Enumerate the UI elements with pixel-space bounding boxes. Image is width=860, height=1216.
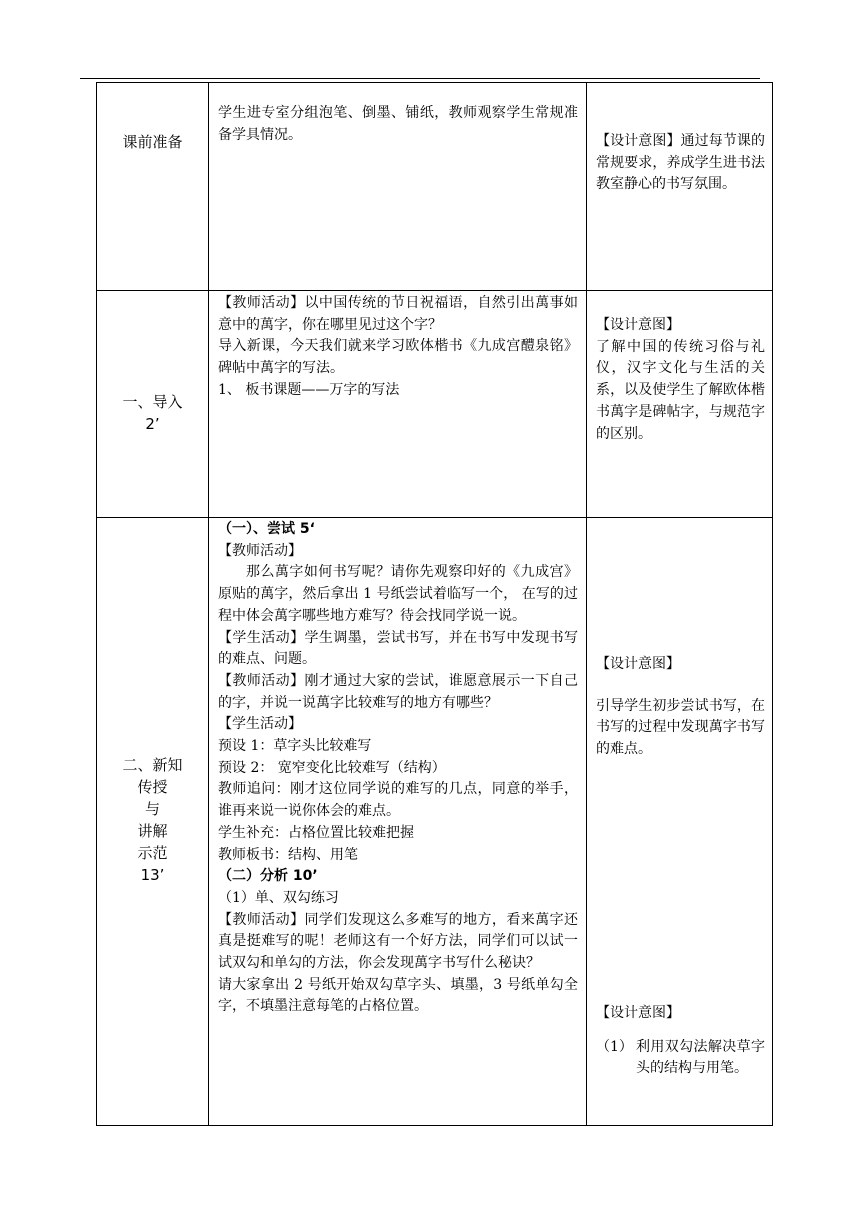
intent-heading: 【设计意图】 [596,317,680,333]
content-paragraph: 【教师活动】刚才通过大家的尝试，谁愿意展示一下自己的字，并说一说萬字比较难写的地方有哪些？ [218,672,578,711]
content-paragraph: 【教师活动】同学们发现这么多难写的地方，看来萬字还真是挺难写的呢！老师这有一个好方法，同学们可以试一试双勾和单勾的方法，你会发现萬字书写什么秘诀？ [218,911,578,972]
intent-cell [587,83,773,291]
section-heading: （二）分析 10’ [218,868,318,885]
stage-label: 示范 [137,844,168,862]
lesson-plan-table [96,82,773,1126]
table-row [97,518,773,1126]
content-paragraph: 那么萬字如何书写呢？请你先观察印好的《九成宫》原贴的萬字，然后拿出 1 号纸尝试着临写一个， 在写的过程中体会萬字哪些地方难写？待会找同学说一说。 [218,564,578,624]
stage-label: 传授 [137,778,168,796]
stage-label: 课前准备 [122,133,183,151]
table-row [97,291,773,518]
table-row [97,83,773,291]
stage-cell [97,518,209,1126]
spacer [596,761,765,1003]
content-paragraph: 预设 1：草字头比较难写 [218,738,372,755]
intent-list-item [596,1037,765,1080]
header-rule [80,78,760,79]
content-paragraph: 学生进专室分组泡笔、倒墨、铺纸，教师观察学生常规准备学具情况。 [218,105,578,143]
content-cell [209,291,587,518]
stage-duration: 13’ [140,866,165,884]
content-paragraph: 教师追问：刚才这位同学说的难写的几点，同意的举手，谁再来说一说你体会的难点。 [218,781,578,820]
content-paragraph: 【学生活动】学生调墨，尝试书写，并在书写中发现书写的难点、问题。 [218,629,578,668]
content-paragraph: 1、 板书课题——万字的写法 [218,381,400,398]
content-paragraph: 【教师活动】以中国传统的节日祝福语，自然引出萬事如意中的萬字，你在哪里见过这个字？ [218,295,578,333]
content-paragraph: 学生补充：占格位置比较难把握 [218,824,414,841]
intent-cell [587,518,773,1126]
list-number: （1） [596,1038,633,1055]
intent-cell [587,291,773,518]
section-heading: （一）、尝试 5‘ [218,521,315,537]
intent-heading: 【设计意图】 [596,656,680,672]
content-cell [209,518,587,1126]
content-cell [209,83,587,291]
spacer [596,1025,765,1037]
stage-label: 讲解 [137,822,168,840]
intent-paragraph: 了解中国的传统习俗与礼仪，汉字文化与生活的关系，以及使学生了解欧体楷书萬字是碑帖字，与规范字的区别。 [596,338,765,442]
content-paragraph: 教师板书：结构、用笔 [218,846,358,863]
content-paragraph: （1）单、双勾练习 [218,889,339,906]
stage-duration: 2’ [145,415,160,433]
stage-label: 二、新知 [122,756,183,774]
stage-cell [97,291,209,518]
intent-paragraph: 引导学生初步尝试书写，在书写的过程中发现萬字书写的难点。 [596,697,765,758]
intent-paragraph: 利用双勾法解决草字头的结构与用笔。 [636,1038,765,1077]
stage-cell [97,83,209,291]
intent-heading: 【设计意图】 [596,1004,680,1021]
content-paragraph: 导入新课，今天我们就来学习欧体楷书《九成宫醴泉铭》碑帖中萬字的写法。 [218,338,578,377]
content-paragraph: 【教师活动】 [218,542,302,559]
content-paragraph: 预设 2： 宽窄变化比较难写（结构） [218,759,446,776]
intent-paragraph: 【设计意图】通过每节课的常规要求，养成学生进书法教室静心的书写氛围。 [596,133,765,193]
stage-label: 与 [144,800,160,818]
spacer [596,676,765,696]
content-paragraph: 请大家拿出 2 号纸开始双勾草字头、填墨，3 号纸单勾全字，不填墨注意每笔的占格位置。 [218,976,578,1015]
content-paragraph: 【学生活动】 [218,716,302,733]
stage-label: 一、导入 [122,393,183,411]
